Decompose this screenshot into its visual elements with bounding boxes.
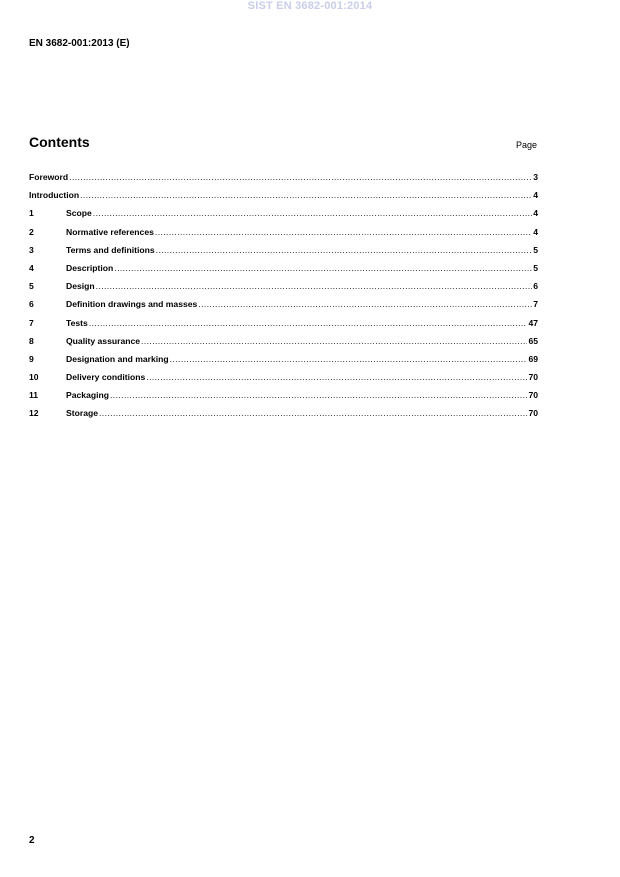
toc-entry-page: 4	[533, 226, 538, 237]
page-number: 2	[29, 835, 35, 846]
toc-entry-title: Introduction	[29, 190, 80, 201]
toc-leader-dots	[99, 408, 527, 418]
toc-entry-number: 2	[29, 226, 34, 237]
toc-entry-number: 5	[29, 281, 34, 292]
toc-entry-page: 5	[533, 244, 538, 255]
toc-entry-title: Tests	[66, 317, 88, 328]
toc-entry-packaging[interactable]	[29, 390, 538, 408]
toc-entry-title: Foreword	[29, 172, 69, 182]
toc-leader-dots	[155, 227, 532, 237]
toc-entry-number: 12	[29, 408, 39, 419]
table-of-contents	[29, 172, 538, 427]
toc-entry-page: 70	[528, 408, 538, 419]
toc-entry-page: 70	[528, 390, 538, 401]
toc-entry-terms-and-definitions[interactable]	[29, 245, 538, 263]
toc-entry-page: 69	[528, 353, 538, 364]
toc-entry-page: 6	[533, 281, 538, 292]
toc-entry-title: Scope	[66, 208, 92, 219]
toc-entry-delivery-conditions[interactable]	[29, 372, 538, 390]
toc-entry-title: Quality assurance	[66, 335, 141, 346]
toc-entry-title: Description	[66, 262, 114, 273]
toc-entry-description[interactable]	[29, 263, 538, 281]
toc-leader-dots	[110, 390, 527, 400]
toc-entry-title: Packaging	[66, 390, 109, 401]
toc-leader-dots	[89, 318, 528, 328]
toc-entry-title: Normative references	[66, 226, 154, 237]
toc-entry-number: 6	[29, 299, 34, 310]
toc-entry-title: Terms and definitions	[66, 244, 155, 255]
toc-entry-page: 4	[533, 190, 538, 201]
toc-entry-page: 5	[533, 262, 538, 273]
toc-entry-definition-drawings[interactable]	[29, 299, 538, 317]
toc-leader-dots	[146, 372, 527, 382]
toc-entry-normative-references[interactable]	[29, 227, 538, 245]
contents-heading: Contents	[29, 134, 90, 150]
toc-leader-dots	[69, 172, 532, 182]
toc-entry-number: 3	[29, 244, 34, 255]
toc-leader-dots	[156, 245, 533, 255]
toc-leader-dots	[170, 354, 528, 364]
page-column-label: Page	[515, 140, 537, 150]
toc-entry-page: 4	[533, 208, 538, 219]
toc-entry-number: 9	[29, 353, 34, 364]
toc-entry-number: 11	[29, 390, 39, 401]
toc-entry-tests[interactable]	[29, 318, 538, 336]
toc-entry-title: Storage	[66, 408, 98, 419]
toc-leader-dots	[96, 281, 533, 291]
watermark: SIST EN 3682-001:2014	[247, 0, 373, 12]
toc-entry-design[interactable]	[29, 281, 538, 299]
toc-entry-page: 7	[533, 299, 538, 310]
toc-entry-page: 65	[528, 335, 538, 346]
toc-entry-number: 8	[29, 335, 34, 346]
toc-entry-title: Definition drawings and masses	[66, 299, 198, 310]
toc-entry-page: 70	[528, 372, 538, 383]
toc-entry-title: Design	[66, 281, 95, 292]
toc-entry-storage[interactable]	[29, 408, 538, 426]
toc-entry-quality-assurance[interactable]	[29, 336, 538, 354]
toc-entry-title: Designation and marking	[66, 353, 169, 364]
document-reference: EN 3682-001:2013 (E)	[29, 38, 130, 49]
toc-entry-introduction[interactable]	[29, 190, 538, 208]
toc-entry-number: 1	[29, 208, 34, 219]
toc-entry-number: 10	[29, 372, 39, 383]
toc-entry-title: Delivery conditions	[66, 372, 146, 383]
toc-entry-page: 3	[533, 172, 538, 182]
toc-entry-number: 7	[29, 317, 34, 328]
toc-entry-page: 47	[528, 317, 538, 328]
toc-leader-dots	[198, 299, 532, 309]
toc-leader-dots	[141, 336, 527, 346]
toc-entry-foreword[interactable]	[29, 172, 538, 190]
toc-leader-dots	[114, 263, 532, 273]
toc-entry-scope[interactable]	[29, 208, 538, 226]
toc-leader-dots	[80, 190, 532, 200]
toc-entry-number: 4	[29, 262, 34, 273]
toc-leader-dots	[93, 208, 532, 218]
toc-entry-designation-and-marking[interactable]	[29, 354, 538, 372]
